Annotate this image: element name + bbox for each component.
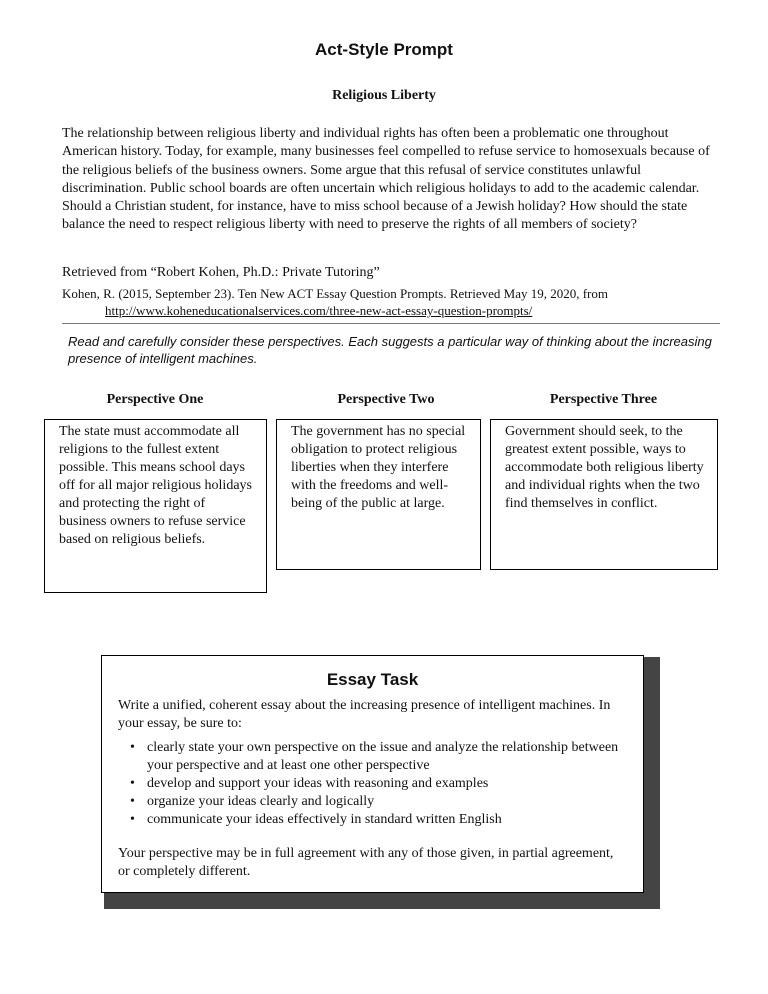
essay-task-outro: Your perspective may be in full agreement with any of those given, in partial agreement, or completely different.: [118, 846, 614, 879]
citation-text: Kohen, R. (2015, September 23). Ten New ACT Essay Question Prompts. Retrieved May 19, 2020, from: [62, 286, 608, 301]
citation-url-link[interactable]: http://www.koheneducationalservices.com/three-new-act-essay-question-prompts/: [105, 303, 533, 318]
perspective-three-box: Government should seek, to the greatest extent possible, ways to accommodate both religious liberty and individual rights when the two find themselves in conflict.: [490, 419, 718, 570]
perspective-two-box: The government has no special obligation to protect religious liberties when they interfere with the freedoms and well-being of the public at large.: [276, 419, 481, 570]
source-citation: [62, 285, 742, 319]
perspective-one-box: The state must accommodate all religions to the fullest extent possible. This means school days off for all major religious holidays and protecting the right of business owners to refuse service based on religious beliefs.: [44, 419, 267, 593]
perspective-three-heading: Perspective Three: [549, 392, 658, 407]
perspective-one-heading: Perspective One: [106, 392, 204, 407]
page-title: Act-Style Prompt: [315, 40, 453, 59]
instructions-text: Read and carefully consider these perspectives. Each suggests a particular way of thinking about the increasing presence of intelligent machines.: [68, 334, 712, 366]
divider: [62, 323, 720, 324]
list-item: • develop and support your ideas with reasoning and examples: [118, 775, 638, 793]
perspective-two-heading: Perspective Two: [337, 392, 435, 407]
list-item: • clearly state your own perspective on the issue and analyze the relationship between your perspective and at least one other perspective: [118, 739, 638, 775]
list-item: • organize your ideas clearly and logically: [118, 793, 638, 811]
essay-task-title: Essay Task: [326, 670, 419, 689]
essay-task-bullets: [118, 739, 638, 829]
prompt-subtitle: Religious Liberty: [332, 88, 436, 103]
essay-task-intro: Write a unified, coherent essay about the increasing presence of intelligent machines. In your essay, be sure to:: [118, 698, 611, 731]
list-item: • communicate your ideas effectively in standard written English: [118, 811, 638, 829]
source-retrieved-line: Retrieved from “Robert Kohen, Ph.D.: Private Tutoring”: [62, 265, 380, 280]
intro-paragraph: The relationship between religious liberty and individual rights has often been a problematic one throughout American history. Today, for example, many businesses feel compelled to refuse service to homosexuals because of the religious beliefs of the business owners. Some argue that this refusal of service constitutes unlawful discrimination. Public school boards are often uncertain which religious holidays to add to the academic calendar. Should a Christian student, for instance, have to miss school because of a Jewish holiday? How should the state balance the need to respect religious liberty with need to preserve the rights of all members of society?: [62, 126, 710, 233]
